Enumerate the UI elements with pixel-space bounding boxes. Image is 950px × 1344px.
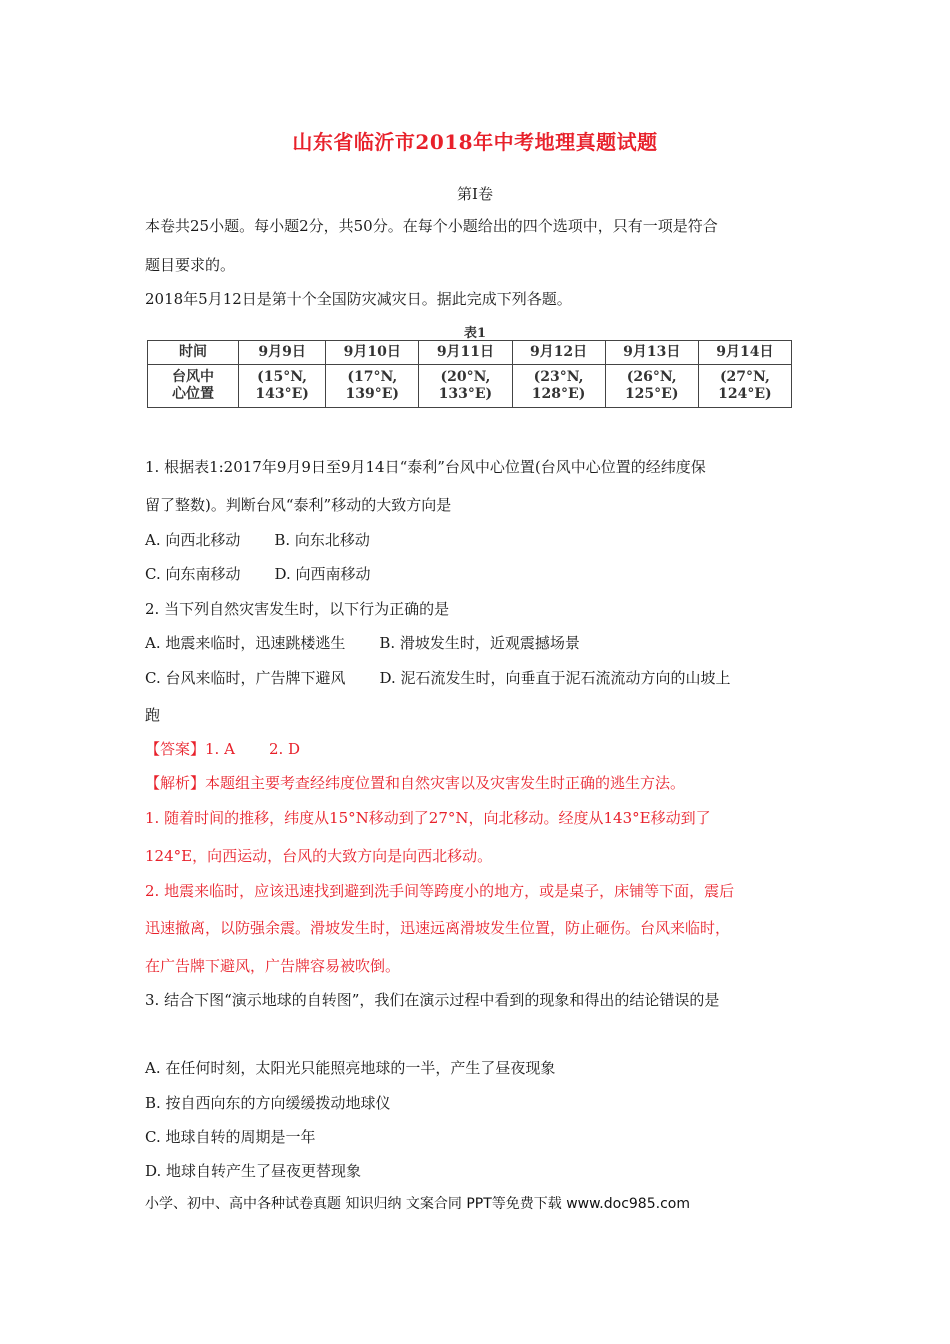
option-d: D. 向西南移动 — [274, 565, 371, 583]
table-header-cell: 9月9日 — [239, 341, 326, 365]
cell-lat: (23°N, — [533, 369, 584, 386]
option-a: A. 地震来临时，迅速跳楼逃生 — [145, 634, 346, 652]
option-d: D. 泥石流发生时，向垂直于泥石流流动方向的山坡上 — [379, 669, 731, 687]
cell-lon: 124°E) — [718, 386, 772, 402]
analysis-paragraph: 1. 随着时间的推移，纬度从15°N移动到了27°N，向北移动。经度从143°E移动到了 — [145, 809, 711, 827]
analysis-intro — [145, 772, 815, 793]
typhoon-position-table — [147, 340, 792, 408]
option-d: D. 地球自转产生了昼夜更替现象 — [145, 1162, 362, 1180]
analysis-paragraph: 124°E，向西运动，台风的大致方向是向西北移动。 — [145, 847, 493, 865]
answer-line — [145, 738, 815, 759]
cell-lat: (27°N, — [719, 369, 770, 386]
option-c: C. 台风来临时，广告牌下避风 — [145, 669, 346, 687]
table-header-cell: 9月14日 — [698, 341, 791, 365]
cell-lat: (26°N, — [626, 369, 677, 386]
intro-line: 题目要求的。 — [145, 256, 236, 274]
analysis-paragraph: 2. 地震来临时，应该迅速找到避到洗手间等跨度小的地方，或是桌子，床铺等下面，震后 — [145, 882, 735, 900]
table-cell — [698, 365, 791, 408]
answer-label: 【答案】 — [145, 740, 206, 758]
cell-lon: 133°E) — [438, 386, 493, 402]
table-cell — [326, 365, 419, 408]
question-3-stem: 3. 结合下图“演示地球的自转图”，我们在演示过程中看到的现象和得出的结论错误的是 — [145, 991, 720, 1009]
analysis-intro-text: 本题组主要考查经纬度位置和自然灾害以及灾害发生时正确的逃生方法。 — [205, 774, 686, 792]
answer-1: 1. A — [205, 740, 235, 758]
table-row — [148, 365, 792, 408]
intro-line: 本卷共25小题。每小题2分，共50分。在每个小题给出的四个选项中，只有一项是符合 — [145, 217, 718, 235]
question-1-options — [145, 563, 815, 584]
table-row-label — [148, 365, 239, 408]
question-2-options: 跑 — [145, 706, 161, 724]
table-cell — [239, 365, 326, 408]
question-2-stem: 2. 当下列自然灾害发生时，以下行为正确的是 — [145, 600, 450, 618]
intro-line: 2018年5月12日是第十个全国防灾减灾日。据此完成下列各题。 — [145, 290, 572, 308]
table-header-cell: 9月11日 — [419, 341, 512, 365]
analysis-label: 【解析】 — [145, 774, 206, 792]
table-header-cell: 9月12日 — [512, 341, 605, 365]
question-2-options — [145, 632, 815, 653]
cell-lon: 125°E) — [624, 386, 679, 402]
table-header-cell: 9月13日 — [605, 341, 698, 365]
answer-2: 2. D — [268, 740, 301, 758]
table-caption: 表1 — [463, 326, 487, 341]
table-header-cell: 9月10日 — [326, 341, 419, 365]
cell-lon: 139°E) — [345, 386, 400, 402]
cell-lat: (20°N, — [440, 369, 491, 386]
table-header-row — [148, 341, 792, 365]
option-c: C. 地球自转的周期是一年 — [145, 1128, 316, 1146]
option-a: A. 在任何时刻，太阳光只能照亮地球的一半，产生了昼夜现象 — [145, 1059, 556, 1077]
analysis-paragraph: 迅速撤离，以防强余震。滑坡发生时，迅速远离滑坡发生位置，防止砸伤。台风来临时， — [145, 919, 731, 937]
option-b: B. 滑坡发生时，近观震撼场景 — [379, 634, 580, 652]
cell-lon: 143°E) — [255, 386, 309, 402]
option-a: A. 向西北移动 — [145, 531, 241, 549]
table-cell — [419, 365, 512, 408]
document-title: 山东省临沂市2018年中考地理真题试题 — [292, 130, 658, 154]
row-label-line: 台风中 — [172, 369, 214, 386]
cell-lon: 128°E) — [531, 386, 586, 402]
cell-lat: (17°N, — [347, 369, 398, 386]
option-b: B. 向东北移动 — [274, 531, 370, 549]
footer-text: 小学、初中、高中各种试卷真题 知识归纳 文案合同 PPT等免费下载 www.doc985.com — [145, 1196, 690, 1212]
analysis-paragraph: 在广告牌下避风，广告牌容易被吹倒。 — [145, 957, 401, 975]
question-1-stem: 1. 根据表1:2017年9月9日至9月14日“泰利”台风中心位置(台风中心位置的经纬度保 — [145, 458, 706, 476]
table-cell — [605, 365, 698, 408]
row-label-line: 心位置 — [172, 386, 214, 402]
option-b: B. 按自西向东的方向缓缓拨动地球仪 — [145, 1094, 391, 1112]
option-c: C. 向东南移动 — [145, 565, 241, 583]
section-label: 第Ⅰ卷 — [457, 185, 493, 203]
question-1-stem: 留了整数)。判断台风“泰利”移动的大致方向是 — [145, 496, 452, 514]
question-1-options — [145, 529, 815, 550]
table-header-cell: 时间 — [148, 341, 239, 365]
cell-lat: (15°N, — [257, 369, 308, 386]
question-2-options — [145, 667, 815, 688]
table-cell — [512, 365, 605, 408]
